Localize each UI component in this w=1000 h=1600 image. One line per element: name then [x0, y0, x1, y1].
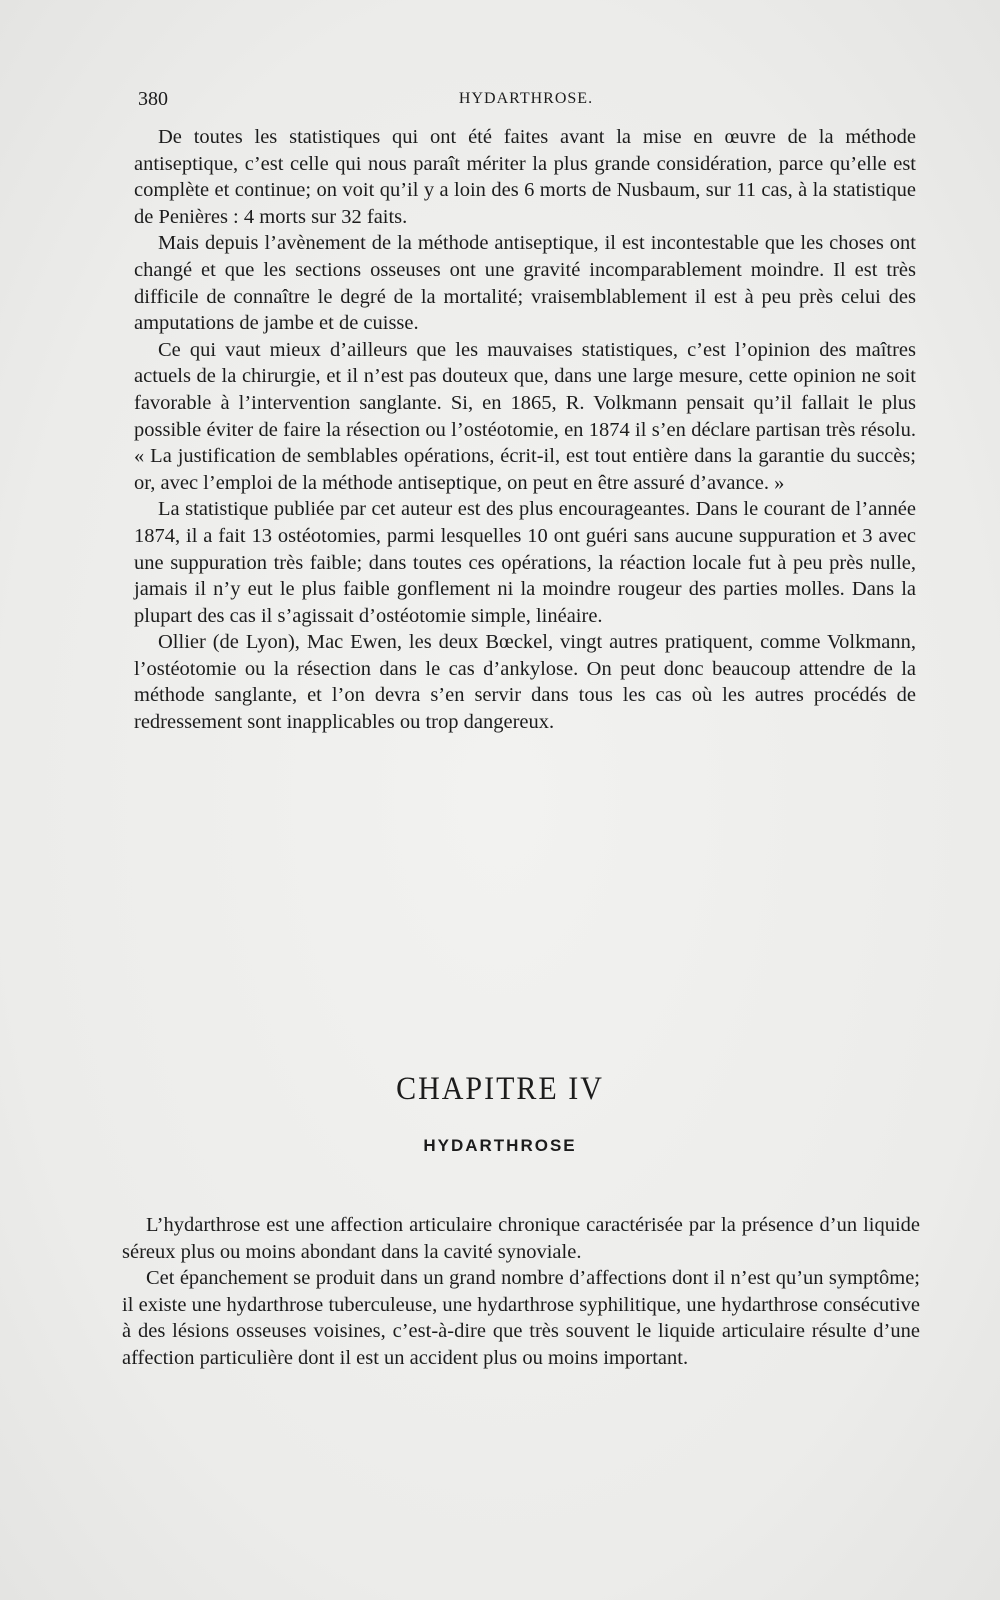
chapter-subtitle: HYDARTHROSE: [423, 1136, 577, 1155]
previous-section-text: [134, 124, 916, 736]
paragraph: Mais depuis l’avènement de la méthode antiseptique, il est incontestable que les choses ont changé et que les sections osseuses ont une gravité incomparablement moindre. Il est très difficile de connaître le degré de la mortalité; vraisemblablement il est à peu près celui des amputations de jambe et de cuisse.: [134, 232, 916, 335]
running-head: HYDARTHROSE.: [458, 90, 594, 107]
paragraph: De toutes les statistiques qui ont été faites avant la mise en œuvre de la méthode antiseptique, c’est celle qui nous paraît mériter la plus grande considération, parce qu’elle est complète et continue; on voit qu’il y a loin des 6 morts de Nusbaum, sur 11 cas, à la statistique de Penières : 4 morts sur 32 faits.: [134, 126, 916, 228]
paragraph: L’hydarthrose est une affection articulaire chronique caractérisée par la présence d’un liquide séreux plus ou moins abondant dans la cavité synoviale.: [122, 1214, 920, 1263]
page-header: [138, 88, 914, 118]
paragraph: Ce qui vaut mieux d’ailleurs que les mauvaises statistiques, c’est l’opinion des maîtres actuels de la chirurgie, et il n’est pas douteux que, dans une large mesure, cette opinion ne soit favorable à l’intervention sanglante. Si, en 1865, R. Volkmann pensait qu’il fallait le plus possible éviter de faire la résection ou l’ostéotomie, en 1874 il s’en déclare partisan très résolu. « La justification de semblables opérations, écrit-il, est tout entière dans la garantie du succès; or, avec l’emploi de la méthode antiseptique, on peut en être assuré d’avance. »: [134, 338, 916, 494]
chapter-title: CHAPITRE IV: [396, 1070, 604, 1107]
paragraph: Cet épanchement se produit dans un grand nombre d’affections dont il n’est qu’un symptôme; il existe une hydarthrose tuberculeuse, une hydarthrose syphilitique, une hydarthrose consécutive à des lésions osseuses voisines, c’est-à-dire que très souvent le liquide articulaire résulte d’une affection particulière dont il est un accident plus ou moins important.: [122, 1267, 920, 1369]
chapter-text: [122, 1212, 920, 1372]
paragraph: La statistique publiée par cet auteur est des plus encourageantes. Dans le courant de l’année 1874, il a fait 13 ostéotomies, parmi lesquelles 10 ont guéri sans aucune suppuration et 3 avec une suppuration très faible; dans toutes ces opérations, la réaction locale fut à peu près nulle, jamais il n’y eut le plus faible gonflement ni la moindre rougeur des parties molles. Dans la plupart des cas il s’agissait d’ostéotomie simple, linéaire.: [134, 498, 916, 627]
paragraph: Ollier (de Lyon), Mac Ewen, les deux Bœckel, vingt autres pratiquent, comme Volkmann, l’ostéotomie ou la résection dans le cas d’ankylose. On peut donc beaucoup attendre de la méthode sanglante, et l’on devra s’en servir dans tous les cas où les autres procédés de redressement sont inapplicables ou trop dangereux.: [134, 631, 916, 734]
page-number: 380: [138, 88, 168, 110]
